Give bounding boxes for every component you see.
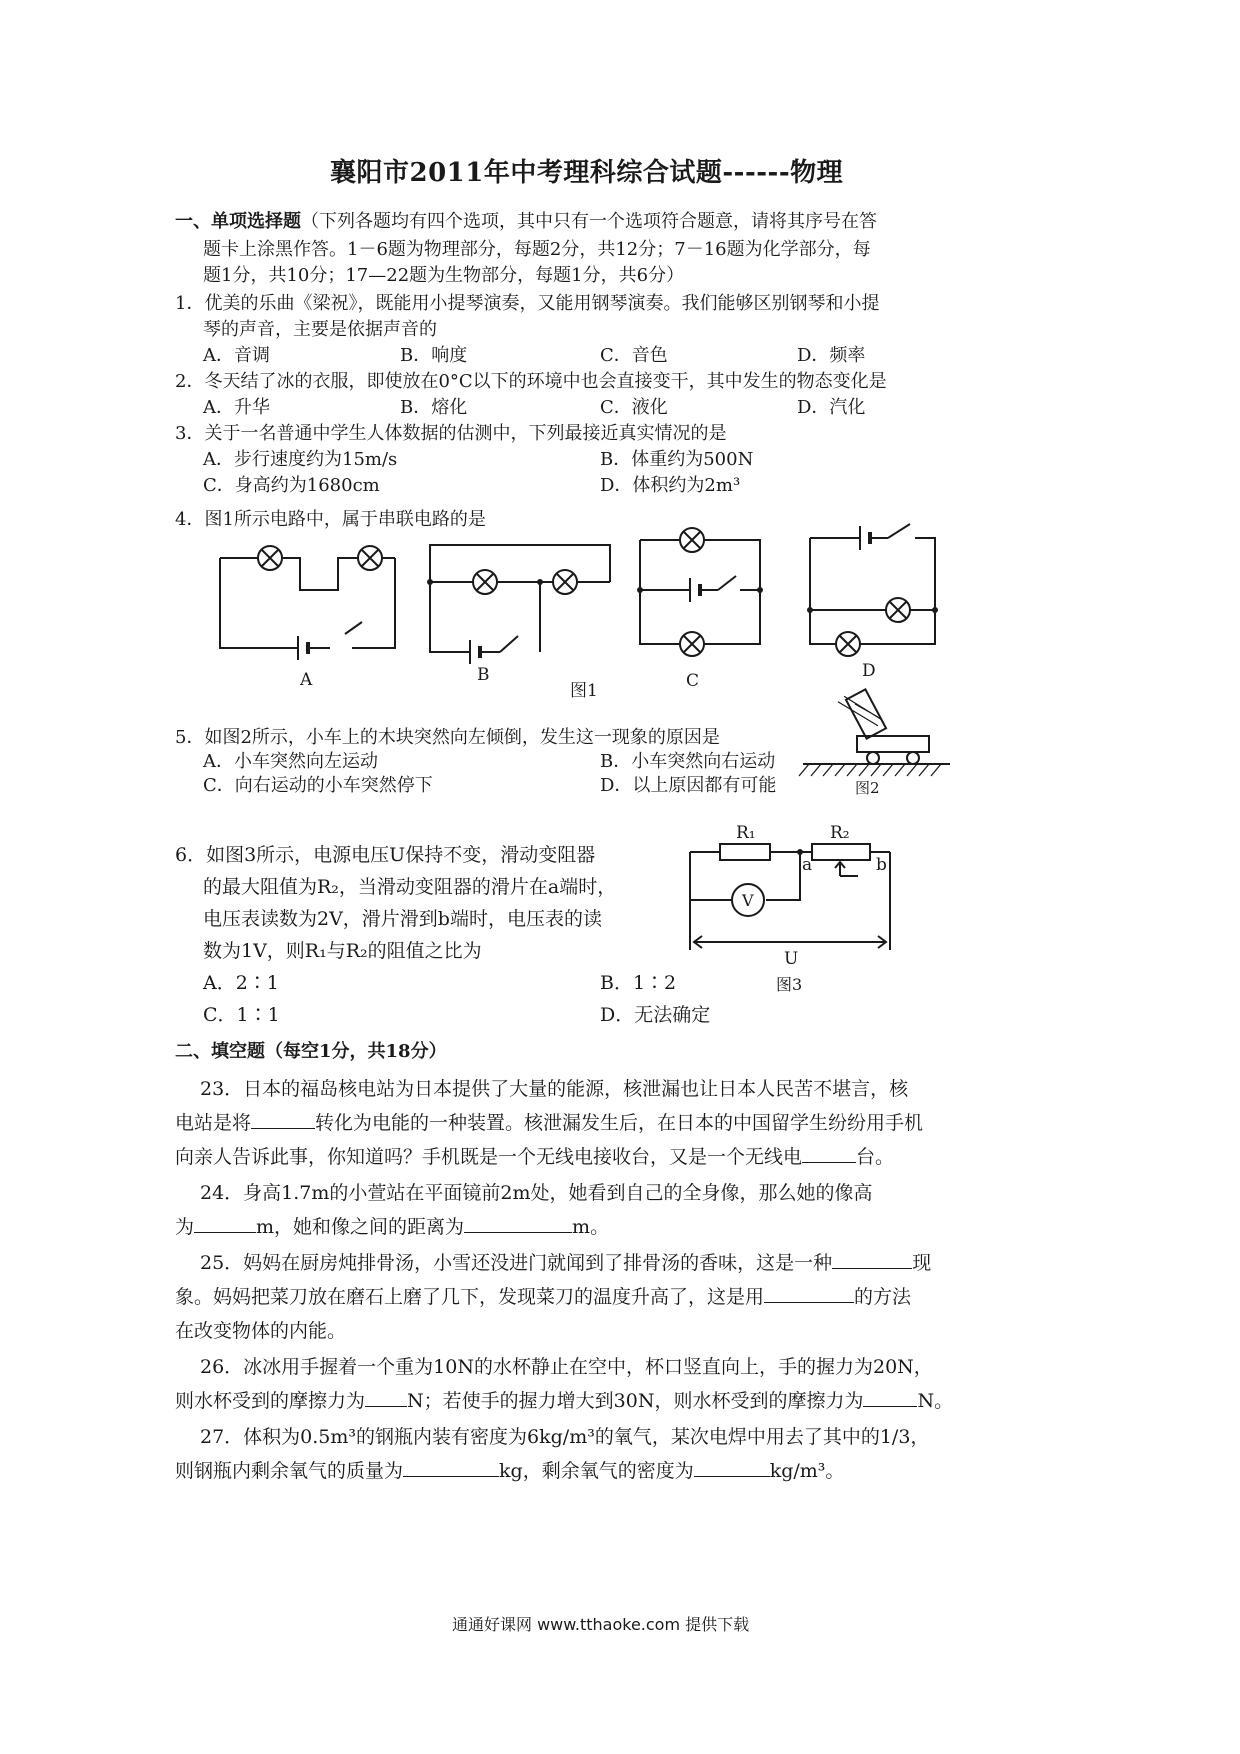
q23-line1: 23．日本的福岛核电站为日本提供了大量的能源，核泄漏也让日本人民苦不堪言，核 [200, 1078, 909, 1100]
q3-option-d: D．体积约为2m³ [600, 475, 741, 496]
circuit-label-c: C [686, 671, 700, 691]
q6-option-a: A．2∶1 [203, 972, 279, 994]
circuit-a [220, 546, 395, 660]
label-u: U [784, 949, 799, 969]
circuit-label-b: B [477, 665, 490, 685]
q24-line2: 为 m，她和像之间的距离为 m。 [175, 1216, 610, 1238]
q27-blank-2[interactable] [694, 1458, 770, 1477]
q1-option-d: D．频率 [797, 345, 866, 366]
q5-option-b: B．小车突然向右运动 [600, 751, 776, 772]
section1-heading: 一、单项选择题 [175, 211, 301, 232]
q27-line2: 则钢瓶内剩余氧气的质量为 kg，剩余氧气的密度为 kg/m³。 [175, 1460, 845, 1482]
figure2-caption: 图2 [855, 779, 880, 797]
q1-stem-line2: 琴的声音，主要是依据声音的 [203, 319, 437, 340]
q26-blank-1[interactable] [365, 1388, 407, 1407]
q25-line2: 象。妈妈把菜刀放在磨石上磨了几下，发现菜刀的温度升高了，这是用 的方法 [175, 1286, 912, 1308]
figure3-caption: 图3 [776, 975, 803, 994]
q5-stem: 5．如图2所示，小车上的木块突然向左倾倒，发生这一现象的原因是 [175, 727, 720, 748]
q23-blank-2[interactable] [802, 1144, 856, 1163]
circuit-b [430, 545, 610, 664]
q6-stem-line4: 数为1V，则R₁与R₂的阻值之比为 [203, 940, 482, 962]
q3-stem: 3．关于一名普通中学生人体数据的估测中，下列最接近真实情况的是 [175, 423, 727, 444]
rheostat-r2 [812, 844, 870, 860]
q1-option-a: A．音调 [203, 345, 270, 366]
q3-option-a: A．步行速度约为15m/s [203, 449, 398, 470]
q23-line2: 电站是将 转化为电能的一种装置。核泄漏发生后，在日本的中国留学生纷纷用手机 [175, 1112, 924, 1134]
q2-option-b: B．熔化 [400, 397, 468, 418]
q24-blank-1[interactable] [194, 1214, 256, 1233]
cart-wheel [907, 752, 919, 764]
q1-option-b: B．响度 [400, 345, 468, 366]
label-b: b [876, 855, 887, 875]
q26-line1: 26．冰冰用手握着一个重为10N的水杯静止在空中，杯口竖直向上，手的握力为20N， [200, 1356, 933, 1378]
circuit-label-a: A [300, 670, 313, 690]
q5-option-d: D．以上原因都有可能 [600, 775, 777, 796]
q6-option-c: C．1∶1 [203, 1004, 280, 1026]
figure1-circuits [0, 0, 1240, 720]
figure3-circuit [680, 812, 940, 992]
q2-option-a: A．升华 [203, 397, 270, 418]
q27-line1: 27．体积为0.5m³的钢瓶内装有密度为6kg/m³的氧气，某次电焊中用去了其中的1/3， [200, 1426, 930, 1448]
q3-option-c: C．身高约为1680cm [203, 475, 380, 496]
q25-blank-1[interactable] [832, 1250, 912, 1269]
q24-line1: 24．身高1.7m的小萱站在平面镜前2m处，她看到自己的全身像，那么她的像高 [200, 1182, 873, 1204]
q6-stem-line1: 6．如图3所示，电源电压U保持不变，滑动变阻器 [175, 844, 596, 866]
section1-note-line3: 题1分，共10分；17—22题为生物部分，每题1分，共6分） [203, 265, 685, 286]
q2-option-c: C．液化 [600, 397, 668, 418]
figure2-cart [795, 686, 955, 796]
q25-blank-2[interactable] [764, 1284, 854, 1303]
resistor-r1 [720, 844, 770, 860]
footer-credit: 通通好课网 www.tthaoke.com 提供下载 [452, 1615, 750, 1634]
figure1-caption: 图1 [570, 681, 598, 701]
section1-note-line2: 题卡上涂黑作答。1－6题为物理部分，每题2分，共12分；7－16题为化学部分，每 [203, 239, 871, 260]
q24-blank-2[interactable] [464, 1214, 572, 1233]
q6-stem-line3: 电压表读数为2V，滑片滑到b端时，电压表的读 [203, 908, 602, 930]
wooden-block [846, 689, 886, 738]
q6-option-d: D．无法确定 [600, 1004, 711, 1026]
q23-blank-1[interactable] [251, 1110, 315, 1129]
circuit-d [810, 524, 935, 656]
q23-line3: 向亲人告诉此事，你知道吗？手机既是一个无线电接收台，又是一个无线电 台。 [175, 1146, 895, 1168]
q26-line2: 则水杯受到的摩擦力为 N；若使手的握力增大到30N，则水杯受到的摩擦力为 N。 [175, 1390, 954, 1412]
label-a: a [802, 855, 813, 875]
circuit-c [640, 528, 760, 656]
q1-option-c: C．音色 [600, 345, 668, 366]
q5-option-c: C．向右运动的小车突然停下 [203, 775, 433, 796]
voltmeter-label: V [742, 891, 754, 910]
section2-heading: 二、填空题（每空1分，共18分） [175, 1041, 447, 1062]
q4-stem: 4．图1所示电路中，属于串联电路的是 [175, 509, 486, 530]
section1-note-line1: （下列各题均有四个选项，其中只有一个选项符合题意，请将其序号在答 [301, 211, 877, 232]
q26-blank-2[interactable] [863, 1388, 917, 1407]
cart-wheel [867, 752, 879, 764]
circuit-label-d: D [862, 661, 876, 681]
label-r2: R₂ [830, 823, 850, 843]
q6-stem-line2: 的最大阻值为R₂，当滑动变阻器的滑片在a端时， [203, 876, 617, 898]
q2-option-d: D．汽化 [797, 397, 866, 418]
q3-option-b: B．体重约为500N [600, 449, 754, 470]
q27-blank-1[interactable] [403, 1458, 499, 1477]
q6-option-b: B．1∶2 [600, 972, 677, 994]
page-title: 襄阳市2011年中考理科综合试题------物理 [330, 158, 844, 188]
q25-line3: 在改变物体的内能。 [175, 1320, 347, 1342]
q25-line1: 25．妈妈在厨房炖排骨汤，小雪还没进门就闻到了排骨汤的香味，这是一种 现 [200, 1252, 932, 1274]
q1-stem-line1: 1．优美的乐曲《梁祝》，既能用小提琴演奏，又能用钢琴演奏。我们能够区别钢琴和小提 [175, 293, 880, 314]
label-r1: R₁ [736, 823, 756, 843]
q2-stem: 2．冬天结了冰的衣服，即使放在0°C以下的环境中也会直接变干，其中发生的物态变化是 [175, 371, 887, 392]
q5-option-a: A．小车突然向左运动 [203, 751, 378, 772]
